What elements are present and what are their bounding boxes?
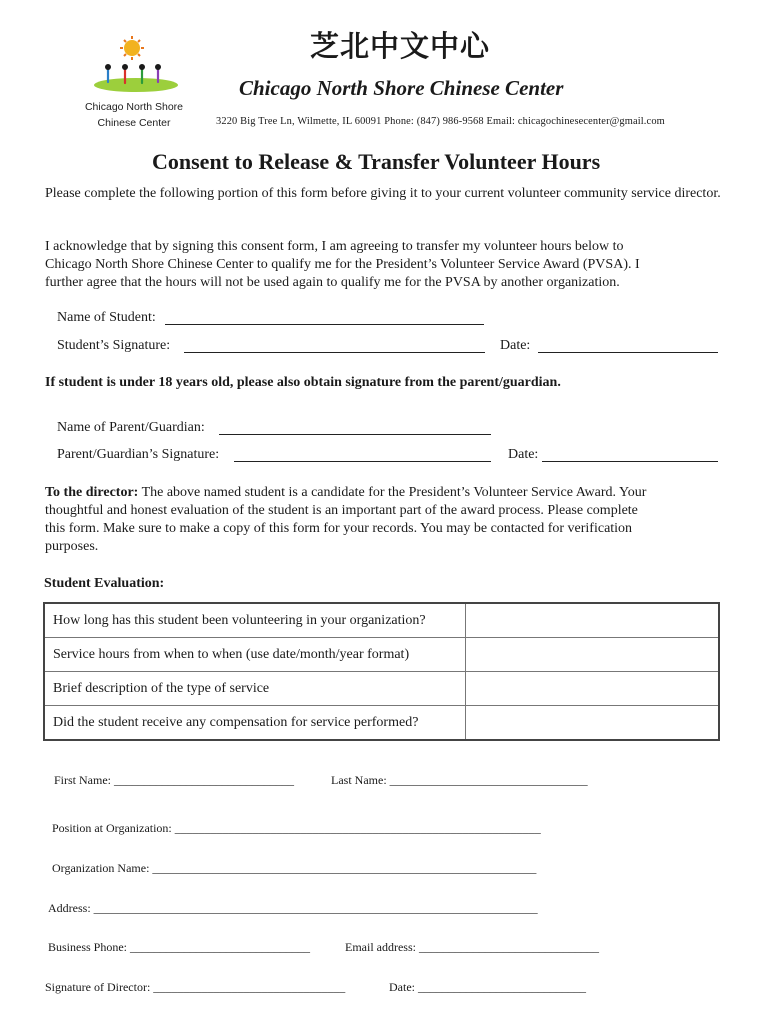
student-signature-field[interactable] <box>184 352 485 353</box>
student-signature-label: Student’s Signature: <box>57 338 171 353</box>
director-line-3: this form. Make sure to make a copy of this form for your records. You may be contacted for verification <box>45 521 633 536</box>
logo-name-line-2: Chinese Center <box>97 117 171 129</box>
director-line-4: purposes. <box>45 539 99 554</box>
contact-address-line: 3220 Big Tree Ln, Wilmette, IL 60091 Phone: (847) 986-9568 Email: chicagochinesecenter@gmail.com <box>216 116 665 127</box>
guardian-notice: If student is under 18 years old, please also obtain signature from the parent/guardian. <box>45 375 561 390</box>
guardian-date-label: Date: <box>508 447 539 462</box>
evaluation-question: Did the student receive any compensation for service performed? <box>44 706 466 741</box>
last-name-field[interactable]: Last Name: _________________________________ <box>331 773 588 787</box>
logo-name-line-1: Chicago North Shore <box>84 101 184 113</box>
evaluation-question: Service hours from when to when (use date/month/year format) <box>44 638 466 672</box>
guardian-date-field[interactable] <box>542 461 718 462</box>
address-field[interactable]: Address: __________________________________________________________________________ <box>48 901 538 915</box>
ack-line-3: further agree that the hours will not be used again to qualify me for the PVSA by another organization. <box>45 275 620 290</box>
position-field[interactable]: Position at Organization: _____________________________________________________________ <box>52 821 541 835</box>
intro-paragraph: Please complete the following portion of this form before giving it to your current volunteer community service director. <box>45 186 721 201</box>
evaluation-table <box>43 602 720 741</box>
table-row <box>44 672 719 706</box>
chinese-title: 芝北中文中心 <box>310 29 491 63</box>
table-row <box>44 638 719 672</box>
director-paragraph <box>45 484 745 556</box>
evaluation-answer-field[interactable] <box>466 706 720 741</box>
student-date-label: Date: <box>500 338 531 353</box>
table-row <box>44 706 719 741</box>
student-name-field[interactable] <box>165 324 484 325</box>
director-date-field[interactable]: Date: ____________________________ <box>389 980 586 994</box>
guardian-name-field[interactable] <box>219 434 491 435</box>
acknowledgement-paragraph <box>45 238 745 292</box>
evaluation-question: How long has this student been volunteering in your organization? <box>44 603 466 638</box>
organization-name: Chicago North Shore Chinese Center <box>239 76 564 100</box>
evaluation-heading: Student Evaluation: <box>44 576 165 591</box>
logo-sun-children-icon <box>80 36 188 94</box>
evaluation-answer-field[interactable] <box>466 638 720 672</box>
first-name-field[interactable]: First Name: ______________________________ <box>54 773 294 787</box>
business-phone-field[interactable]: Business Phone: ______________________________ <box>48 940 311 954</box>
director-lead: To the director: <box>45 485 139 500</box>
logo <box>80 36 188 128</box>
ack-line-2: Chicago North Shore Chinese Center to qualify me for the President’s Volunteer Service Award (PVSA). I <box>45 257 640 272</box>
evaluation-answer-field[interactable] <box>466 672 720 706</box>
evaluation-answer-field[interactable] <box>466 603 720 638</box>
director-signature-field[interactable]: Signature of Director: ________________________________ <box>45 980 346 994</box>
student-date-field[interactable] <box>538 352 718 353</box>
director-line-1: The above named student is a candidate for the President’s Volunteer Service Award. Your <box>138 485 647 500</box>
organization-name-field[interactable]: Organization Name: ________________________________________________________________ <box>52 861 537 875</box>
ack-line-1: I acknowledge that by signing this consent form, I am agreeing to transfer my volunteer hours below to <box>45 239 624 254</box>
student-name-label: Name of Student: <box>57 310 156 325</box>
guardian-signature-label: Parent/Guardian’s Signature: <box>57 447 220 462</box>
guardian-signature-field[interactable] <box>234 461 491 462</box>
evaluation-question: Brief description of the type of service <box>44 672 466 706</box>
page-title: Consent to Release & Transfer Volunteer Hours <box>152 149 601 174</box>
director-line-2: thoughtful and honest evaluation of the student is an important part of the award process. Please complete <box>45 503 638 518</box>
guardian-name-label: Name of Parent/Guardian: <box>57 420 205 435</box>
email-field[interactable]: Email address: ______________________________ <box>345 940 599 954</box>
table-row <box>44 603 719 638</box>
